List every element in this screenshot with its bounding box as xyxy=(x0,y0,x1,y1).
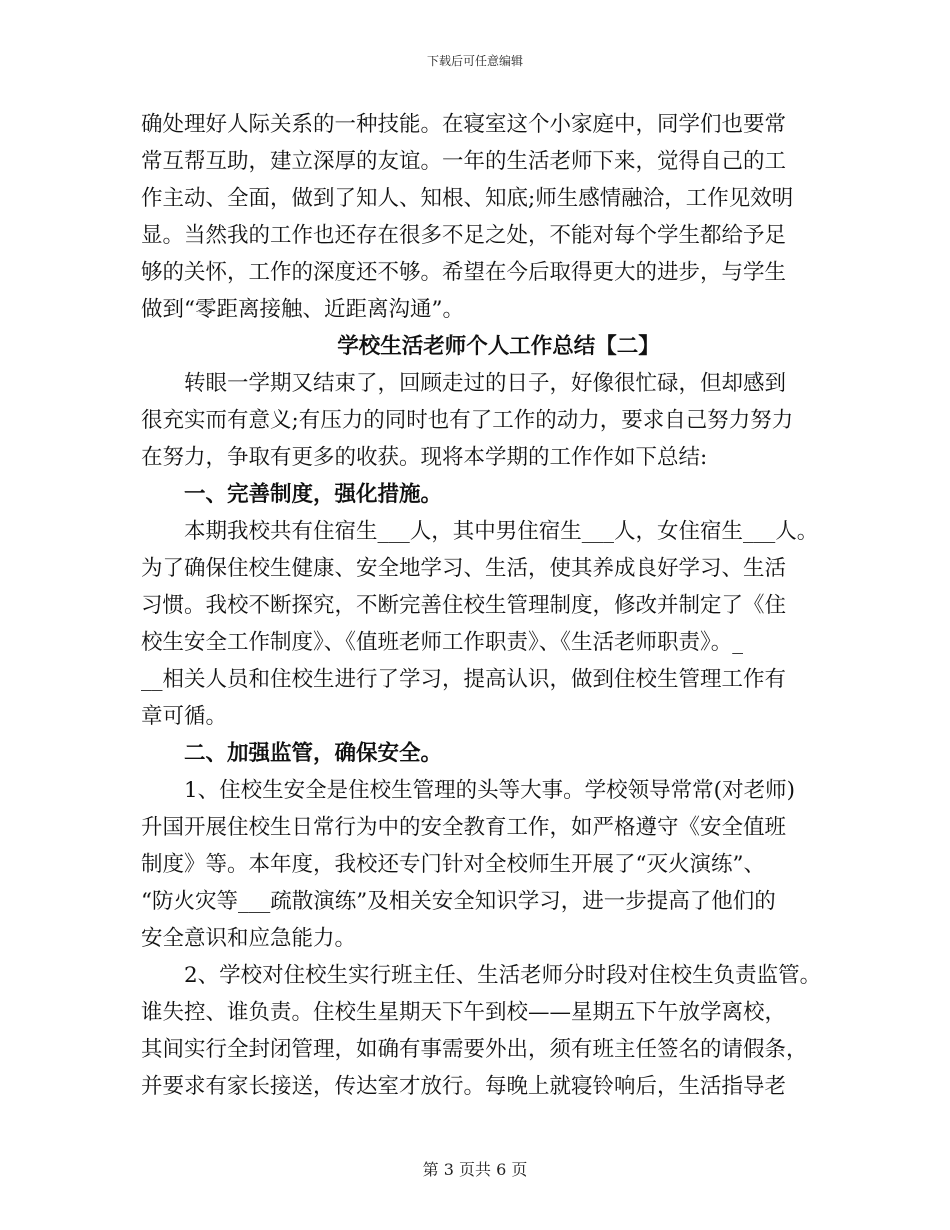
page-header: 下载后可任意编辑 xyxy=(426,54,523,68)
body-line: __相关人员和住校生进行了学习，提高认识，做到住校生管理工作有 xyxy=(141,667,787,692)
body-line: 习惯。我校不断探究，不断完善住校生管理制度，修改并制定了《住 xyxy=(141,593,787,618)
body-line: 作主动、全面，做到了知人、知根、知底;师生感情融洽，工作见效明 xyxy=(141,186,794,211)
body-line: 在努力，争取有更多的收获。现将本学期的工作作如下总结: xyxy=(141,445,708,470)
document-body xyxy=(141,106,821,1105)
paragraph-start: 2、学校对住校生实行班主任、生活老师分时段对住校生负责监管。 xyxy=(184,963,822,988)
paragraph-start: 本期我校共有住宿生___人，其中男住宿生___人，女住宿生___人。 xyxy=(184,519,819,544)
body-line: 其间实行全封闭管理，如确有事需要外出，须有班主任签名的请假条， xyxy=(141,1037,808,1062)
body-line: 升国开展住校生日常行为中的安全教育工作，如严格遵守《安全值班 xyxy=(141,815,787,840)
paragraph-start: 1、住校生安全是住校生管理的头等大事。学校领导常常(对老师) xyxy=(184,778,795,803)
body-line: “防火灾等___疏散演练”及相关安全知识学习，进一步提高了他们的 xyxy=(141,889,776,914)
body-line: 校生安全工作制度》、《值班老师工作职责》、《生活老师职责》。_ xyxy=(141,630,744,655)
body-line: 确处理好人际关系的一种技能。在寝室这个小家庭中，同学们也要常 xyxy=(141,112,787,137)
body-line: 常互帮互助，建立深厚的友谊。一年的生活老师下来，觉得自己的工 xyxy=(141,149,787,174)
section-title: 学校生活老师个人工作总结【二】 xyxy=(337,334,660,359)
body-line: 为了确保住校生健康、安全地学习、生活，使其养成良好学习、生活 xyxy=(141,556,787,581)
section-heading: 二、加强监管，确保安全。 xyxy=(184,741,443,766)
body-line: 显。当然我的工作也还存在很多不足之处，不能对每个学生都给予足 xyxy=(141,223,787,248)
body-line: 安全意识和应急能力。 xyxy=(141,926,357,951)
page-footer: 第 3 页共 6 页 xyxy=(422,1160,528,1179)
body-line: 够的关怀，工作的深度还不够。希望在今后取得更大的进步，与学生 xyxy=(141,260,787,285)
body-line: 章可循。 xyxy=(141,704,228,729)
body-line: 制度》等。本年度，我校还专门针对全校师生开展了“灭火演练”、 xyxy=(141,852,765,877)
paragraph-start: 转眼一学期又结束了，回顾走过的日子，好像很忙碌，但却感到 xyxy=(184,371,787,396)
body-line: 并要求有家长接送，传达室才放行。每晚上就寝铃响后，生活指导老 xyxy=(141,1074,787,1099)
body-line: 做到“零距离接触、近距离沟通”。 xyxy=(141,297,464,322)
section-heading: 一、完善制度，强化措施。 xyxy=(184,482,443,507)
body-line: 谁失控、谁负责。住校生星期天下午到校——星期五下午放学离校， xyxy=(141,1000,787,1025)
body-line: 很充实而有意义;有压力的同时也有了工作的动力，要求自己努力努力 xyxy=(141,408,794,433)
